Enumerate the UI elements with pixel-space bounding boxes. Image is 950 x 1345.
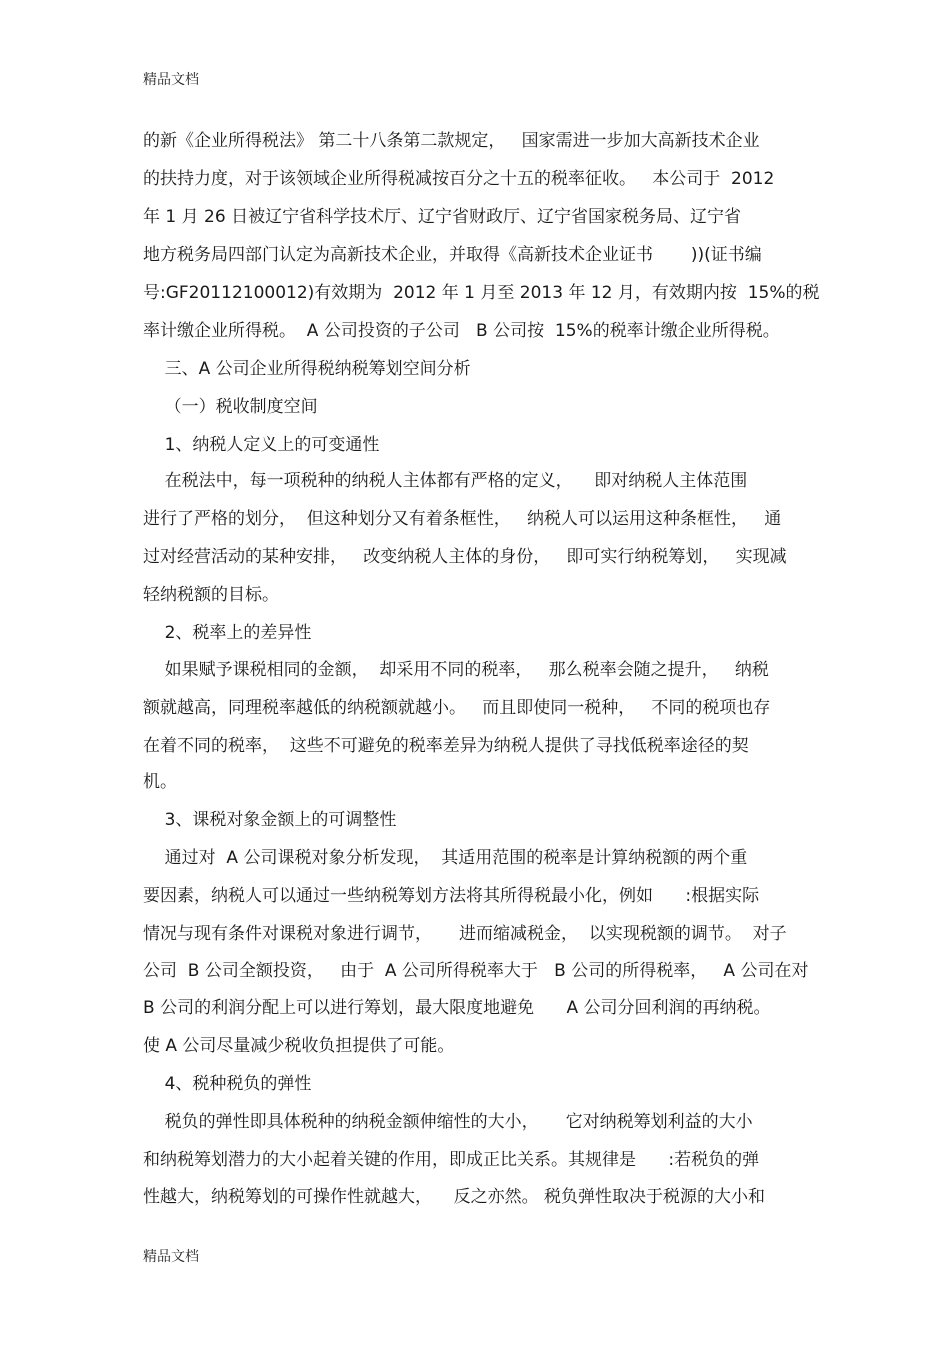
text-line: 1、纳税人定义上的可变通性 — [143, 435, 380, 455]
text-line: 2、税率上的差异性 — [143, 623, 312, 643]
text-line: 年 1 月 26 日被辽宁省科学技术厅、辽宁省财政厅、辽宁省国家税务局、辽宁省 — [143, 207, 742, 227]
text-line: 率计缴企业所得税。 A 公司投资的子公司 B 公司按 15%的税率计缴企业所得税。 — [143, 321, 780, 341]
text-line: 和纳税筹划潜力的大小起着关键的作用，即成正比关系。其规律是 :若税负的弹 — [143, 1150, 760, 1170]
text-line: 机。 — [143, 772, 177, 792]
text-line: 税负的弹性即具体税种的纳税金额伸缩性的大小， 它对纳税筹划利益的大小 — [143, 1112, 753, 1132]
text-line: 情况与现有条件对课税对象进行调节， 进而缩减税金， 以实现税额的调节。 对子 — [143, 924, 787, 944]
text-line: 号:GF20112100012)有效期为 2012 年 1 月至 2013 年 12 月，有效期内按 15%的税 — [143, 283, 820, 303]
page-header: 精品文档 — [143, 72, 199, 88]
text-line: 的扶持力度，对于该领域企业所得税减按百分之十五的税率征收。 本公司于 2012 — [143, 169, 775, 189]
page-footer: 精品文档 — [143, 1249, 199, 1265]
text-line: 三、A 公司企业所得税纳税筹划空间分析 — [143, 359, 471, 379]
text-line: 通过对 A 公司课税对象分析发现， 其适用范围的税率是计算纳税额的两个重 — [143, 848, 748, 868]
text-line: 3、课税对象金额上的可调整性 — [143, 810, 397, 830]
text-line: 进行了严格的划分， 但这种划分又有着条框性， 纳税人可以运用这种条框性， 通 — [143, 509, 782, 529]
text-line: 地方税务局四部门认定为高新技术企业，并取得《高新技术企业证书 ))(证书编 — [143, 245, 762, 265]
text-line: 公司 B 公司全额投资， 由于 A 公司所得税率大于 B 公司的所得税率， A 公司在对 — [143, 961, 809, 981]
text-line: 的新《企业所得税法》 第二十八条第二款规定， 国家需进一步加大高新技术企业 — [143, 131, 760, 151]
text-line: 4、税种税负的弹性 — [143, 1074, 312, 1094]
text-line: 在着不同的税率， 这些不可避免的税率差异为纳税人提供了寻找低税率途径的契 — [143, 736, 749, 756]
text-line: B 公司的利润分配上可以进行筹划，最大限度地避免 A 公司分回利润的再纳税。 — [143, 998, 771, 1018]
text-line: 过对经营活动的某种安排， 改变纳税人主体的身份， 即可实行纳税筹划， 实现减 — [143, 547, 787, 567]
text-line: 要因素，纳税人可以通过一些纳税筹划方法将其所得税最小化，例如 :根据实际 — [143, 886, 760, 906]
text-line: 在税法中，每一项税种的纳税人主体都有严格的定义， 即对纳税人主体范围 — [143, 471, 748, 491]
text-line: 如果赋予课税相同的金额， 却采用不同的税率， 那么税率会随之提升， 纳税 — [143, 660, 769, 680]
text-line: （一）税收制度空间 — [143, 397, 318, 417]
text-line: 额就越高，同理税率越低的纳税额就越小。 而且即使同一税种， 不同的税项也存 — [143, 698, 771, 718]
text-line: 性越大，纳税筹划的可操作性就越大， 反之亦然。 税负弹性取决于税源的大小和 — [143, 1187, 766, 1207]
text-line: 轻纳税额的目标。 — [143, 585, 279, 605]
text-line: 使 A 公司尽量减少税收负担提供了可能。 — [143, 1036, 455, 1056]
